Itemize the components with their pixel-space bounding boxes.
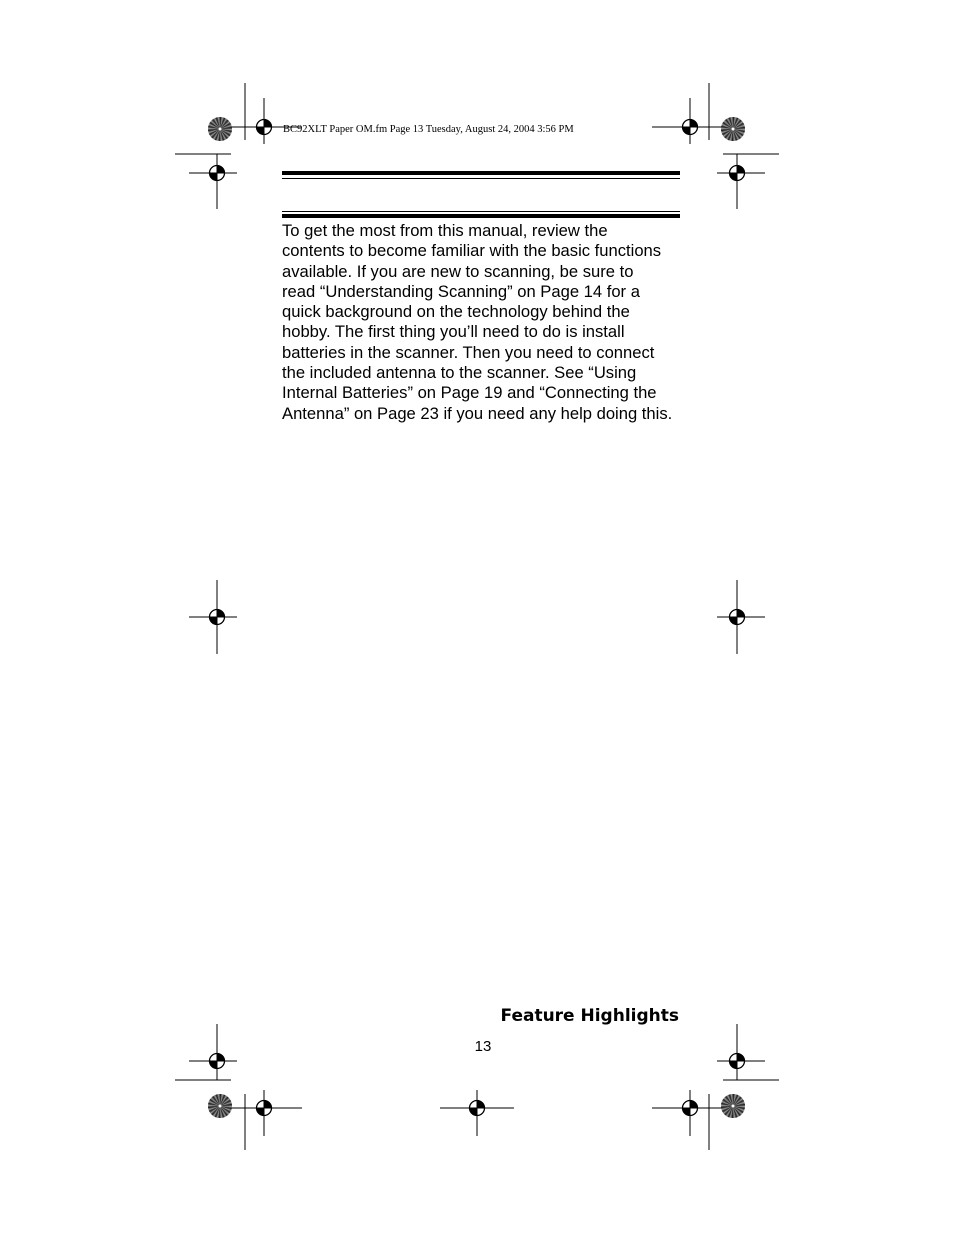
paragraph-line: Internal Batteries” on Page 19 and “Connecting the bbox=[282, 383, 657, 403]
crop-marks-bottom-left bbox=[175, 1080, 245, 1150]
registration-crosshair-icon bbox=[717, 1024, 765, 1080]
starburst-target-icon bbox=[208, 117, 232, 141]
section-title: Feature Highlights bbox=[500, 1006, 679, 1026]
registration-crosshair-icon bbox=[440, 1090, 514, 1136]
header-thin-rule bbox=[282, 178, 680, 179]
registration-crosshair-icon bbox=[189, 580, 237, 654]
paragraph-line: available. If you are new to scanning, be sure to bbox=[282, 261, 634, 281]
paragraph-line: hobby. The first thing you’ll need to do is install bbox=[282, 322, 625, 342]
paragraph-line: To get the most from this manual, review the bbox=[282, 221, 608, 240]
crop-marks-bottom-right bbox=[709, 1080, 779, 1150]
registration-crosshair-icon bbox=[652, 98, 727, 144]
registration-crosshair-icon bbox=[717, 580, 765, 654]
section-thin-rule bbox=[282, 211, 680, 212]
intro-paragraph bbox=[282, 221, 682, 424]
starburst-target-icon bbox=[721, 1094, 745, 1118]
section-thick-rule bbox=[282, 214, 680, 218]
document-slug: BC92XLT Paper OM.fm Page 13 Tuesday, August 24, 2004 3:56 PM bbox=[283, 124, 574, 135]
crop-marks-top-right bbox=[709, 83, 779, 154]
starburst-target-icon bbox=[721, 117, 745, 141]
registration-crosshair-icon bbox=[227, 1090, 302, 1136]
registration-crosshair-icon bbox=[189, 154, 237, 209]
paragraph-line: quick background on the technology behind the bbox=[282, 302, 630, 322]
page-number: 13 bbox=[474, 1038, 492, 1055]
registration-crosshair-icon bbox=[227, 98, 302, 144]
paragraph-line: read “Understanding Scanning” on Page 14 for a bbox=[282, 281, 640, 301]
paragraph-line: Antenna” on Page 23 if you need any help doing this. bbox=[282, 403, 673, 423]
registration-crosshair-icon bbox=[652, 1090, 727, 1136]
registration-crosshair-icon bbox=[189, 1024, 237, 1080]
starburst-target-icon bbox=[208, 1094, 232, 1118]
paragraph-line: the included antenna to the scanner. See “Using bbox=[282, 363, 637, 383]
paragraph-line: contents to become familiar with the basic functions bbox=[282, 241, 662, 261]
paragraph-line: batteries in the scanner. Then you need to connect bbox=[282, 342, 655, 362]
header-thick-rule bbox=[282, 171, 680, 175]
registration-crosshair-icon bbox=[717, 154, 765, 209]
crop-marks-top-left bbox=[175, 83, 245, 154]
